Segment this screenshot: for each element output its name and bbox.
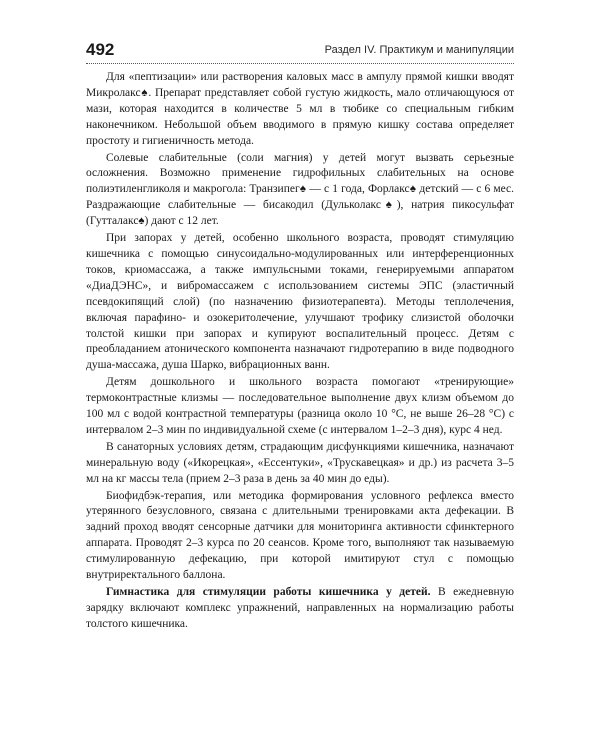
body-text — [86, 70, 514, 633]
paragraph-gymnastics — [86, 585, 514, 633]
book-page — [86, 40, 514, 633]
gymnastics-text: В ежедневную зарядку включают комплекс упражнений, направленных на нормализацию работы толстого кишечника. — [86, 586, 514, 630]
gymnastics-heading: Гимнастика для стимуляции работы кишечника у детей. — [106, 586, 431, 598]
running-title: Раздел IV. Практикум и манипуляции — [324, 44, 514, 56]
paragraph-sanatorium: В санаторных условиях детям, страдающим дисфункциями кишечника, назначают минеральную воду («Икорецкая», «Ессентуки», «Трускавецкая» и др.) из расчета 3–5 мл на кг массы тела (прием 2–3 раза в день за 40 мин до еды). — [86, 440, 514, 485]
page-number: 492 — [86, 40, 115, 59]
paragraph-microlax: Для «пептизации» или растворения каловых масс в ампулу прямой кишки вводят Микролакс♠. Препарат представляет собой густую жидкость, мало отличающуюся от мази, которая находится в количестве 5 мл в тюбике со специальным гибким наконечником. Небольшой объем вводимого в прямую кишку состава определяет простоту и гигиеничность метода. — [86, 71, 514, 147]
paragraph-biofeedback: Биофидбэк-терапия, или методика формирования условного рефлекса вместо утерянного безусловного, связана с длительными тренировками акта дефекации. В задний проход вводят сенсорные датчики для мониторинга активности сфинктерного аппарата. Проводят 2–3 курса по 20 сеансов. Кроме того, выполняют так называемую стимулированную дефекацию, при которой имитируют стул с помощью внутриректального баллона. — [86, 489, 514, 582]
paragraph-physiotherapy: При запорах у детей, особенно школьного возраста, проводят стимуляцию кишечника с помощью синусоидально-модулированных или интерференционных токов, криомассажа, а также импульсными токами, генерируемыми аппаратом «ДиаДЭНС», и вибромассажем с использованием системы ЭПС (эластичный псевдокипящий слой) (по назначению физиотерапевта). Методы теплолечения, включая парафино- и озокеритолечение, улучшают трофику слизистой оболочки толстой кишки при запорах и купируют воспалительный процесс. Детям с преобладанием атонического компонента назначают гидротерапию в виде подводного душа-массажа, душа Шарко, вибрационных ванн. — [86, 232, 514, 372]
paragraph-enemas: Детям дошкольного и школьного возраста помогают «тренирующие» термоконтрастные клизмы — последовательное выполнение двух клизм объемом до 100 мл с водой контрастной температуры (разница около 10 °C, не выше 26–28 °C) с интервалом 2–3 мин по индивидуальной схеме (с интервалом 1–2–3 дня), курс 4 нед. — [86, 376, 514, 436]
page-header — [86, 40, 514, 64]
paragraph-laxatives: Солевые слабительные (соли магния) у детей могут вызвать серьезные осложнения. Возможно применение гидрофильных слабительных на основе полиэтиленгликоля и макрогола: Транзипег♠ — с 1 года, Форлакс♠ детский — с 6 мес. Раздражающие слабительные — бисакодил (Дульколакс♠), натрия пикосульфат (Гутталакс♠) дают с 12 лет. — [86, 151, 514, 228]
header-divider — [86, 63, 514, 64]
